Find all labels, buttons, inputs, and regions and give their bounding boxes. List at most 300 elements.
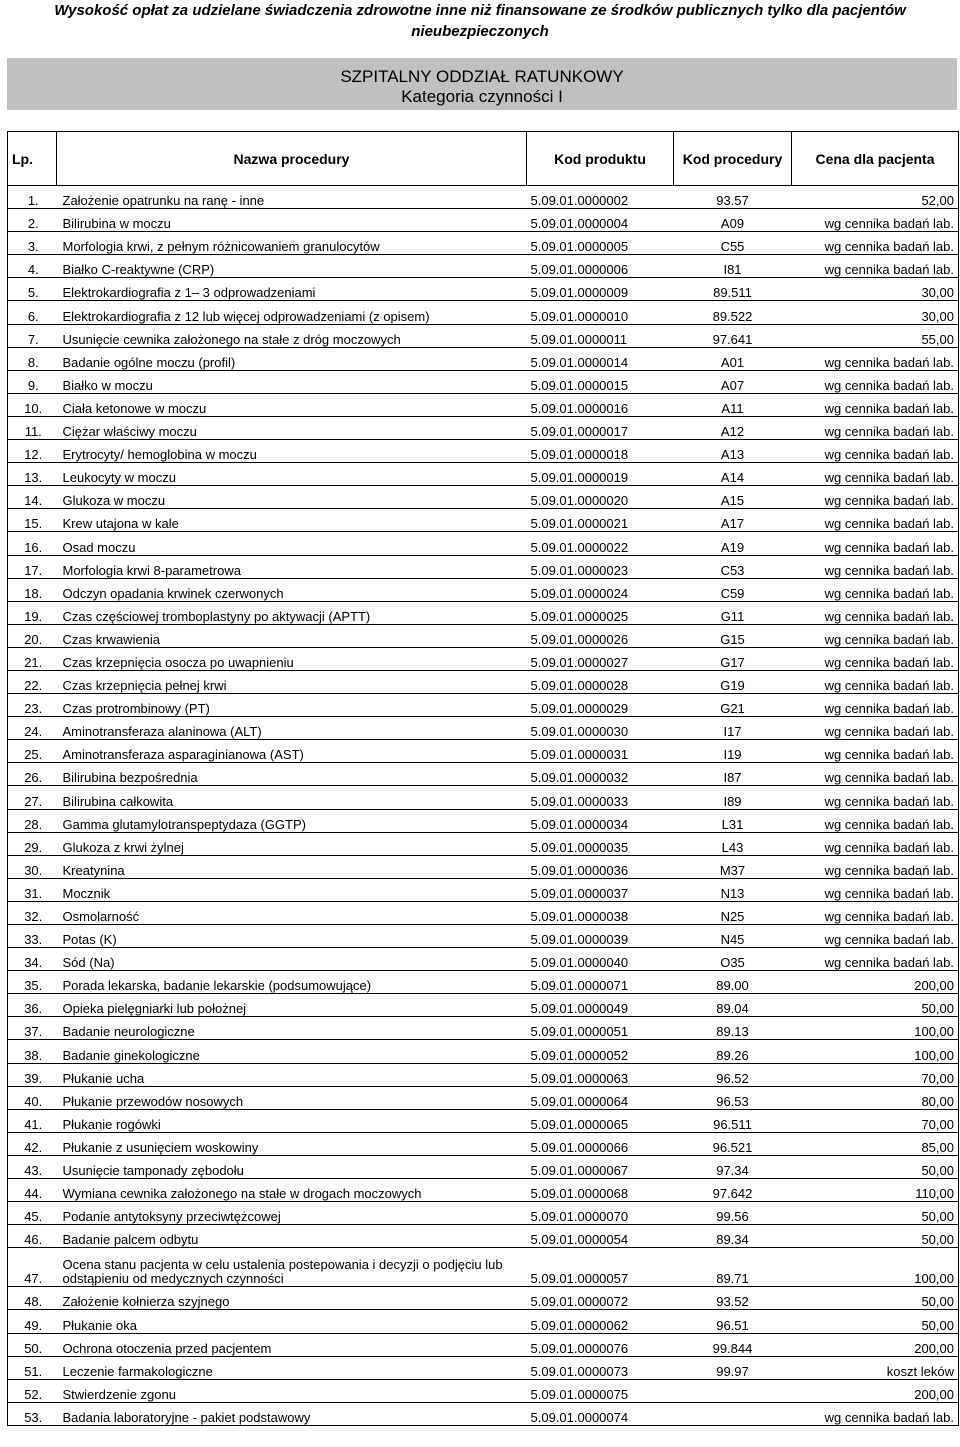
document-title: [0, 0, 960, 42]
row-price: wg cennika badań lab.: [792, 670, 959, 693]
row-lp: 36.: [8, 994, 57, 1017]
row-price: 30,00: [792, 278, 959, 301]
row-product: 5.09.01.0000010: [527, 301, 674, 324]
row-lp: 26.: [8, 763, 57, 786]
row-name: Sód (Na): [57, 948, 527, 971]
row-procedure: 97.641: [674, 324, 792, 347]
row-procedure: 96.511: [674, 1109, 792, 1132]
row-product: 5.09.01.0000065: [527, 1109, 674, 1132]
row-lp: 39.: [8, 1063, 57, 1086]
row-lp: 8.: [8, 347, 57, 370]
row-product: 5.09.01.0000019: [527, 463, 674, 486]
row-name: Płukanie ucha: [57, 1063, 527, 1086]
row-lp: 50.: [8, 1333, 57, 1356]
row-lp: 15.: [8, 509, 57, 532]
row-price: wg cennika badań lab.: [792, 717, 959, 740]
row-procedure: N13: [674, 878, 792, 901]
row-product: 5.09.01.0000006: [527, 255, 674, 278]
row-product: 5.09.01.0000026: [527, 624, 674, 647]
row-lp: 14.: [8, 486, 57, 509]
table-row: [8, 1356, 959, 1379]
table-row: [8, 393, 959, 416]
row-lp: 29.: [8, 832, 57, 855]
row-price: wg cennika badań lab.: [792, 855, 959, 878]
row-lp: 48.: [8, 1287, 57, 1310]
row-lp: 3.: [8, 232, 57, 255]
row-lp: 52.: [8, 1379, 57, 1402]
row-lp: 18.: [8, 578, 57, 601]
row-price: wg cennika badań lab.: [792, 209, 959, 232]
row-product: 5.09.01.0000015: [527, 370, 674, 393]
row-product: 5.09.01.0000062: [527, 1310, 674, 1333]
row-price: wg cennika badań lab.: [792, 948, 959, 971]
row-price: wg cennika badań lab.: [792, 809, 959, 832]
row-price: 200,00: [792, 1333, 959, 1356]
row-price: 80,00: [792, 1086, 959, 1109]
row-name: Założenie opatrunku na ranę - inne: [57, 186, 527, 209]
row-name: Elektrokardiografia z 1– 3 odprowadzeniami: [57, 278, 527, 301]
row-name: Czas protrombinowy (PT): [57, 694, 527, 717]
row-lp: 2.: [8, 209, 57, 232]
row-procedure: 89.00: [674, 971, 792, 994]
row-name: Płukanie z usunięciem woskowiny: [57, 1132, 527, 1155]
row-lp: 41.: [8, 1109, 57, 1132]
table-row: [8, 509, 959, 532]
section-header: [7, 58, 957, 110]
row-product: 5.09.01.0000076: [527, 1333, 674, 1356]
row-name: Czas krwawienia: [57, 624, 527, 647]
row-procedure: G15: [674, 624, 792, 647]
row-product: 5.09.01.0000023: [527, 555, 674, 578]
row-lp: 7.: [8, 324, 57, 347]
row-product: 5.09.01.0000022: [527, 532, 674, 555]
row-name: Stwierdzenie zgonu: [57, 1379, 527, 1402]
row-product: 5.09.01.0000027: [527, 647, 674, 670]
row-price: 50,00: [792, 994, 959, 1017]
row-procedure: N45: [674, 925, 792, 948]
row-lp: 16.: [8, 532, 57, 555]
row-product: 5.09.01.0000017: [527, 416, 674, 439]
row-product: 5.09.01.0000073: [527, 1356, 674, 1379]
row-product: 5.09.01.0000035: [527, 832, 674, 855]
row-price: 30,00: [792, 301, 959, 324]
table-row: [8, 555, 959, 578]
row-lp: 35.: [8, 971, 57, 994]
title-line-2: nieubezpieczonych: [411, 23, 549, 40]
row-procedure: 97.642: [674, 1179, 792, 1202]
row-product: 5.09.01.0000005: [527, 232, 674, 255]
row-product: 5.09.01.0000049: [527, 994, 674, 1017]
row-procedure: A12: [674, 416, 792, 439]
row-procedure: G11: [674, 601, 792, 624]
row-lp: 13.: [8, 463, 57, 486]
row-name: Założenie kołnierza szyjnego: [57, 1287, 527, 1310]
row-product: 5.09.01.0000039: [527, 925, 674, 948]
row-product: 5.09.01.0000052: [527, 1040, 674, 1063]
row-price: wg cennika badań lab.: [792, 255, 959, 278]
table-row: [8, 1310, 959, 1333]
row-procedure: 96.521: [674, 1132, 792, 1155]
row-name: Kreatynina: [57, 855, 527, 878]
row-price: wg cennika badań lab.: [792, 509, 959, 532]
row-name: Morfologia krwi, z pełnym różnicowaniem granulocytów: [57, 232, 527, 255]
row-procedure: 93.52: [674, 1287, 792, 1310]
table-row: [8, 878, 959, 901]
row-lp: 10.: [8, 393, 57, 416]
row-name: Badanie ogólne moczu (profil): [57, 347, 527, 370]
row-procedure: I89: [674, 786, 792, 809]
row-lp: 45.: [8, 1202, 57, 1225]
row-product: 5.09.01.0000036: [527, 855, 674, 878]
row-lp: 31.: [8, 878, 57, 901]
row-name: Morfologia krwi 8-parametrowa: [57, 555, 527, 578]
table-row: [8, 832, 959, 855]
table-row: [8, 278, 959, 301]
row-name: Wymiana cewnika założonego na stałe w drogach moczowych: [57, 1179, 527, 1202]
row-product: 5.09.01.0000030: [527, 717, 674, 740]
row-price: 50,00: [792, 1202, 959, 1225]
row-procedure: C55: [674, 232, 792, 255]
row-price: 55,00: [792, 324, 959, 347]
table-row: [8, 1202, 959, 1225]
row-lp: 21.: [8, 647, 57, 670]
row-name: Płukanie przewodów nosowych: [57, 1086, 527, 1109]
row-name: Ciała ketonowe w moczu: [57, 393, 527, 416]
row-price: 100,00: [792, 1017, 959, 1040]
row-name: Białko w moczu: [57, 370, 527, 393]
row-product: 5.09.01.0000070: [527, 1202, 674, 1225]
row-price: wg cennika badań lab.: [792, 763, 959, 786]
row-procedure: 96.51: [674, 1310, 792, 1333]
row-product: 5.09.01.0000054: [527, 1225, 674, 1248]
row-lp: 11.: [8, 416, 57, 439]
row-price: wg cennika badań lab.: [792, 925, 959, 948]
row-lp: 9.: [8, 370, 57, 393]
row-name: Badanie palcem odbytu: [57, 1225, 527, 1248]
table-row: [8, 1287, 959, 1310]
row-lp: 37.: [8, 1017, 57, 1040]
row-price: 100,00: [792, 1040, 959, 1063]
table-row: [8, 809, 959, 832]
row-price: wg cennika badań lab.: [792, 740, 959, 763]
row-procedure: I87: [674, 763, 792, 786]
row-procedure: 96.53: [674, 1086, 792, 1109]
section-category: Kategoria czynności I: [401, 87, 563, 106]
row-price: wg cennika badań lab.: [792, 347, 959, 370]
table-row: [8, 1017, 959, 1040]
row-price: wg cennika badań lab.: [792, 370, 959, 393]
row-name: Bilirubina całkowita: [57, 786, 527, 809]
row-procedure: G21: [674, 694, 792, 717]
row-lp: 44.: [8, 1179, 57, 1202]
row-procedure: 89.04: [674, 994, 792, 1017]
row-procedure: 99.56: [674, 1202, 792, 1225]
row-product: 5.09.01.0000034: [527, 809, 674, 832]
row-product: 5.09.01.0000075: [527, 1379, 674, 1402]
table-row: [8, 925, 959, 948]
table-row: [8, 209, 959, 232]
row-name: Krew utajona w kale: [57, 509, 527, 532]
table-row: [8, 994, 959, 1017]
row-name: Osmolarność: [57, 901, 527, 924]
row-price: 50,00: [792, 1155, 959, 1178]
row-procedure: I81: [674, 255, 792, 278]
row-price: wg cennika badań lab.: [792, 463, 959, 486]
row-procedure: A14: [674, 463, 792, 486]
table-row: [8, 901, 959, 924]
row-lp: 53.: [8, 1402, 57, 1425]
table-row: [8, 1040, 959, 1063]
row-product: 5.09.01.0000004: [527, 209, 674, 232]
row-product: 5.09.01.0000018: [527, 440, 674, 463]
row-lp: 47.: [8, 1248, 57, 1287]
row-product: 5.09.01.0000028: [527, 670, 674, 693]
table-row: [8, 1248, 959, 1287]
row-name: Płukanie rogówki: [57, 1109, 527, 1132]
row-price: wg cennika badań lab.: [792, 578, 959, 601]
row-lp: 46.: [8, 1225, 57, 1248]
row-price: wg cennika badań lab.: [792, 555, 959, 578]
row-lp: 23.: [8, 694, 57, 717]
table-row: [8, 1109, 959, 1132]
row-product: 5.09.01.0000024: [527, 578, 674, 601]
row-product: 5.09.01.0000016: [527, 393, 674, 416]
table-row: [8, 532, 959, 555]
table-row: [8, 486, 959, 509]
row-name: Ocena stanu pacjenta w celu ustalenia postepowania i decyzji o podjęciu lub odstąpieniu od medycznych czynności: [57, 1248, 527, 1287]
row-name: Białko C-reaktywne (CRP): [57, 255, 527, 278]
table-row: [8, 786, 959, 809]
row-lp: 19.: [8, 601, 57, 624]
row-procedure: 96.52: [674, 1063, 792, 1086]
section-name: SZPITALNY ODDZIAŁ RATUNKOWY: [340, 67, 624, 86]
row-procedure: 89.26: [674, 1040, 792, 1063]
row-procedure: C59: [674, 578, 792, 601]
row-procedure: A01: [674, 347, 792, 370]
row-product: 5.09.01.0000029: [527, 694, 674, 717]
row-product: 5.09.01.0000014: [527, 347, 674, 370]
table-row: [8, 763, 959, 786]
row-lp: 38.: [8, 1040, 57, 1063]
row-procedure: G19: [674, 670, 792, 693]
table-row: [8, 324, 959, 347]
row-lp: 24.: [8, 717, 57, 740]
header-name: Nazwa procedury: [57, 132, 527, 186]
row-product: 5.09.01.0000057: [527, 1248, 674, 1287]
row-lp: 17.: [8, 555, 57, 578]
table-row: [8, 670, 959, 693]
row-product: 5.09.01.0000020: [527, 486, 674, 509]
row-lp: 32.: [8, 901, 57, 924]
table-row: [8, 740, 959, 763]
row-product: 5.09.01.0000064: [527, 1086, 674, 1109]
row-name: Opieka pielęgniarki lub położnej: [57, 994, 527, 1017]
row-procedure: A09: [674, 209, 792, 232]
table-row: [8, 370, 959, 393]
row-lp: 4.: [8, 255, 57, 278]
row-procedure: C53: [674, 555, 792, 578]
row-name: Aminotransferaza alaninowa (ALT): [57, 717, 527, 740]
row-name: Osad moczu: [57, 532, 527, 555]
row-name: Płukanie oka: [57, 1310, 527, 1333]
row-procedure: O35: [674, 948, 792, 971]
header-product: Kod produktu: [527, 132, 674, 186]
row-lp: 5.: [8, 278, 57, 301]
row-procedure: A19: [674, 532, 792, 555]
table-row: [8, 948, 959, 971]
row-procedure: I17: [674, 717, 792, 740]
row-name: Usunięcie tamponady zębodołu: [57, 1155, 527, 1178]
table-row: [8, 971, 959, 994]
table-row: [8, 440, 959, 463]
row-name: Ochrona otoczenia przed pacjentem: [57, 1333, 527, 1356]
row-procedure: G17: [674, 647, 792, 670]
row-price: wg cennika badań lab.: [792, 878, 959, 901]
row-price: wg cennika badań lab.: [792, 416, 959, 439]
row-product: 5.09.01.0000074: [527, 1402, 674, 1425]
row-price: 70,00: [792, 1063, 959, 1086]
row-lp: 43.: [8, 1155, 57, 1178]
table-row: [8, 578, 959, 601]
header-lp: Lp.: [8, 132, 57, 186]
row-price: 200,00: [792, 971, 959, 994]
row-procedure: 89.13: [674, 1017, 792, 1040]
row-lp: 34.: [8, 948, 57, 971]
row-procedure: [674, 1379, 792, 1402]
row-price: wg cennika badań lab.: [792, 486, 959, 509]
table-row: [8, 186, 959, 209]
row-product: 5.09.01.0000033: [527, 786, 674, 809]
table-row: [8, 1225, 959, 1248]
row-price: 100,00: [792, 1248, 959, 1287]
row-lp: 22.: [8, 670, 57, 693]
row-procedure: M37: [674, 855, 792, 878]
row-procedure: A15: [674, 486, 792, 509]
row-lp: 33.: [8, 925, 57, 948]
table-row: [8, 1086, 959, 1109]
table-row: [8, 416, 959, 439]
row-name: Glukoza w moczu: [57, 486, 527, 509]
row-name: Elektrokardiografia z 12 lub więcej odprowadzeniami (z opisem): [57, 301, 527, 324]
row-name: Ciężar właściwy moczu: [57, 416, 527, 439]
row-product: 5.09.01.0000002: [527, 186, 674, 209]
row-product: 5.09.01.0000068: [527, 1179, 674, 1202]
row-price: wg cennika badań lab.: [792, 694, 959, 717]
row-price: wg cennika badań lab.: [792, 232, 959, 255]
row-procedure: A17: [674, 509, 792, 532]
row-lp: 28.: [8, 809, 57, 832]
row-product: 5.09.01.0000067: [527, 1155, 674, 1178]
row-name: Bilirubina w moczu: [57, 209, 527, 232]
row-price: wg cennika badań lab.: [792, 393, 959, 416]
row-price: 70,00: [792, 1109, 959, 1132]
row-price: wg cennika badań lab.: [792, 901, 959, 924]
row-price: 52,00: [792, 186, 959, 209]
row-procedure: L43: [674, 832, 792, 855]
table-header-row: [8, 132, 959, 186]
row-lp: 20.: [8, 624, 57, 647]
row-price: wg cennika badań lab.: [792, 832, 959, 855]
row-product: 5.09.01.0000031: [527, 740, 674, 763]
row-price: wg cennika badań lab.: [792, 786, 959, 809]
row-price: 50,00: [792, 1287, 959, 1310]
table-row: [8, 1179, 959, 1202]
row-procedure: I19: [674, 740, 792, 763]
row-lp: 40.: [8, 1086, 57, 1109]
row-procedure: [674, 1402, 792, 1425]
row-procedure: 93.57: [674, 186, 792, 209]
row-price: 110,00: [792, 1179, 959, 1202]
table-row: [8, 1132, 959, 1155]
row-price: wg cennika badań lab.: [792, 624, 959, 647]
row-procedure: A13: [674, 440, 792, 463]
row-procedure: A07: [674, 370, 792, 393]
header-price: Cena dla pacjenta: [792, 132, 959, 186]
row-price: wg cennika badań lab.: [792, 647, 959, 670]
row-product: 5.09.01.0000051: [527, 1017, 674, 1040]
row-name: Glukoza z krwi żylnej: [57, 832, 527, 855]
row-name: Porada lekarska, badanie lekarskie (podsumowujące): [57, 971, 527, 994]
table-row: [8, 1155, 959, 1178]
row-name: Badanie neurologiczne: [57, 1017, 527, 1040]
table-row: [8, 255, 959, 278]
row-name: Aminotransferaza asparaginianowa (AST): [57, 740, 527, 763]
row-price: 85,00: [792, 1132, 959, 1155]
row-procedure: N25: [674, 901, 792, 924]
row-procedure: 89.71: [674, 1248, 792, 1287]
table-row: [8, 232, 959, 255]
table-row: [8, 624, 959, 647]
price-table: [7, 131, 959, 1426]
table-row: [8, 855, 959, 878]
row-lp: 30.: [8, 855, 57, 878]
table-row: [8, 647, 959, 670]
row-name: Czas krzepnięcia osocza po uwapnieniu: [57, 647, 527, 670]
row-product: 5.09.01.0000032: [527, 763, 674, 786]
row-product: 5.09.01.0000011: [527, 324, 674, 347]
row-lp: 25.: [8, 740, 57, 763]
row-name: Odczyn opadania krwinek czerwonych: [57, 578, 527, 601]
row-lp: 49.: [8, 1310, 57, 1333]
row-procedure: 97.34: [674, 1155, 792, 1178]
table-row: [8, 1402, 959, 1425]
header-procedure: Kod procedury: [674, 132, 792, 186]
row-price: 50,00: [792, 1225, 959, 1248]
row-procedure: 99.844: [674, 1333, 792, 1356]
row-name: Bilirubina bezpośrednia: [57, 763, 527, 786]
row-product: 5.09.01.0000071: [527, 971, 674, 994]
table-row: [8, 347, 959, 370]
row-procedure: A11: [674, 393, 792, 416]
row-product: 5.09.01.0000072: [527, 1287, 674, 1310]
row-name: Czas krzepnięcia pełnej krwi: [57, 670, 527, 693]
row-lp: 6.: [8, 301, 57, 324]
row-product: 5.09.01.0000066: [527, 1132, 674, 1155]
row-price: wg cennika badań lab.: [792, 532, 959, 555]
row-lp: 12.: [8, 440, 57, 463]
row-product: 5.09.01.0000009: [527, 278, 674, 301]
row-procedure: 89.34: [674, 1225, 792, 1248]
row-lp: 51.: [8, 1356, 57, 1379]
table-row: [8, 1379, 959, 1402]
row-lp: 27.: [8, 786, 57, 809]
row-price: koszt leków: [792, 1356, 959, 1379]
row-name: Erytrocyty/ hemoglobina w moczu: [57, 440, 527, 463]
row-name: Badanie ginekologiczne: [57, 1040, 527, 1063]
row-procedure: L31: [674, 809, 792, 832]
row-price: wg cennika badań lab.: [792, 601, 959, 624]
row-product: 5.09.01.0000063: [527, 1063, 674, 1086]
